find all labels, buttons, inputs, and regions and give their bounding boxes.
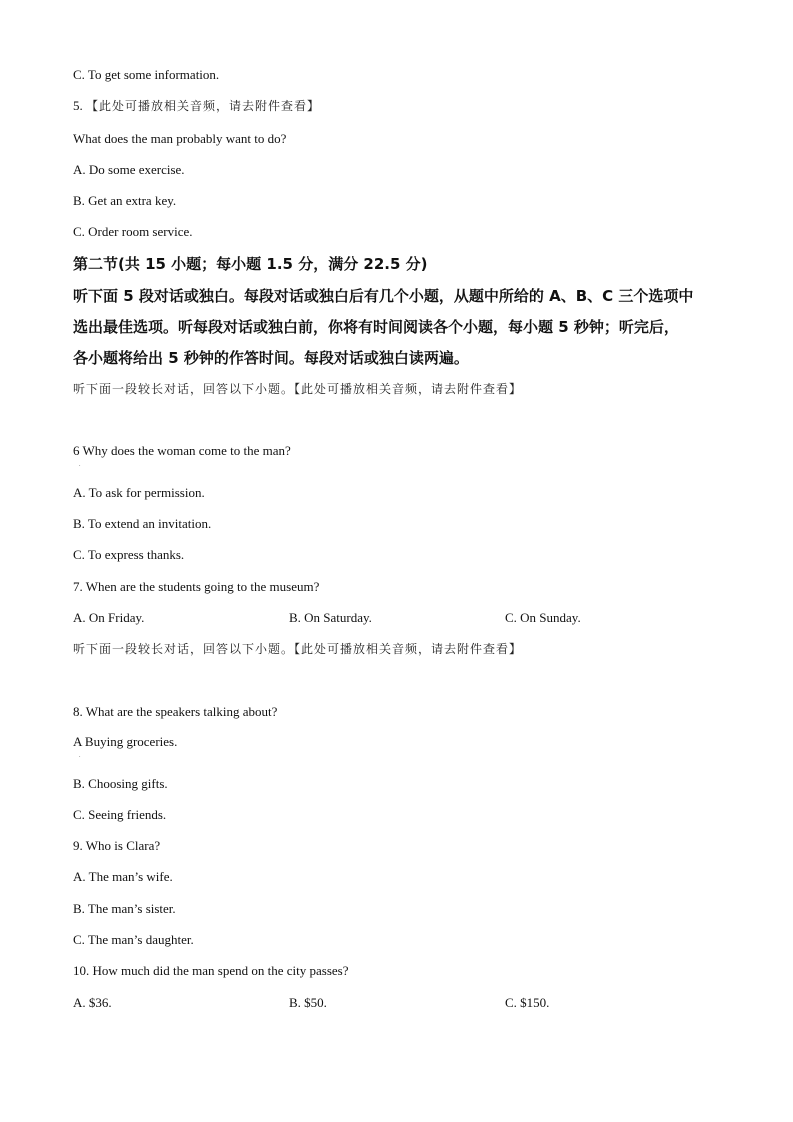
question-7-text: 7. When are the students going to the museum?	[73, 579, 320, 594]
dialog-intro-2: 听下面一段较长对话，回答以下小题。【此处可播放相关音频，请去附件查看】	[73, 642, 523, 656]
dialog-intro-1: 听下面一段较长对话，回答以下小题。【此处可播放相关音频，请去附件查看】	[73, 382, 523, 396]
option-a-q7: A. On Friday.	[73, 610, 145, 625]
section-2-title	[73, 254, 428, 275]
question-8-text: 8. What are the speakers talking about?	[73, 704, 278, 719]
instruction-text-1: 听下面 5 段对话或独白。每段对话或独白后有几个小题，从题中所给的 A、B、C 三个选项中	[73, 287, 694, 305]
option-c-q10: C. $150.	[505, 995, 550, 1010]
option-c-q4: C. To get some information.	[73, 67, 220, 82]
stray-dot-q6: .	[79, 462, 81, 468]
option-c-q6: C. To express thanks.	[73, 547, 185, 562]
question-9-text: 9. Who is Clara?	[73, 838, 161, 853]
option-b-q10: B. $50.	[289, 995, 327, 1010]
question-5-text: What does the man probably want to do?	[73, 131, 287, 146]
question-5-header	[73, 97, 320, 115]
section-2-instruction-3	[73, 348, 469, 369]
section-2-instruction-1	[73, 286, 693, 307]
option-b-q9: B. The man’s sister.	[73, 901, 176, 916]
option-a-q10: A. $36.	[73, 995, 112, 1010]
section-2-instruction-2	[73, 317, 679, 338]
option-a-q5: A. Do some exercise.	[73, 162, 185, 177]
option-b-q7: B. On Saturday.	[289, 610, 372, 625]
option-a-q9: A. The man’s wife.	[73, 869, 173, 884]
option-a-q6: A. To ask for permission.	[73, 485, 205, 500]
option-c-q5: C. Order room service.	[73, 224, 193, 239]
option-b-q8: B. Choosing gifts.	[73, 776, 168, 791]
option-c-q7: C. On Sunday.	[505, 610, 581, 625]
instruction-text-2: 选出最佳选项。听每段对话或独白前，你将有时间阅读各个小题，每小题 5 秒钟；听完后，	[73, 318, 679, 336]
instruction-text-3: 各小题将给出 5 秒钟的作答时间。每段对话或独白读两遍。	[73, 349, 469, 367]
question-5-number: 5.	[73, 98, 86, 113]
section-2-title-text: 第二节(共 15 小题；每小题 1.5 分，满分 22.5 分)	[73, 255, 428, 273]
option-b-q6: B. To extend an invitation.	[73, 516, 212, 531]
stray-dot-q8: .	[79, 753, 81, 759]
question-6-text: 6 Why does the woman come to the man?	[73, 443, 291, 458]
option-b-q5: B. Get an extra key.	[73, 193, 177, 208]
audio-note: 【此处可播放相关音频，请去附件查看】	[86, 99, 321, 113]
option-c-q9: C. The man’s daughter.	[73, 932, 194, 947]
option-a-q8: A Buying groceries.	[73, 734, 178, 749]
question-10-text: 10. How much did the man spend on the city passes?	[73, 963, 349, 978]
option-c-q8: C. Seeing friends.	[73, 807, 167, 822]
